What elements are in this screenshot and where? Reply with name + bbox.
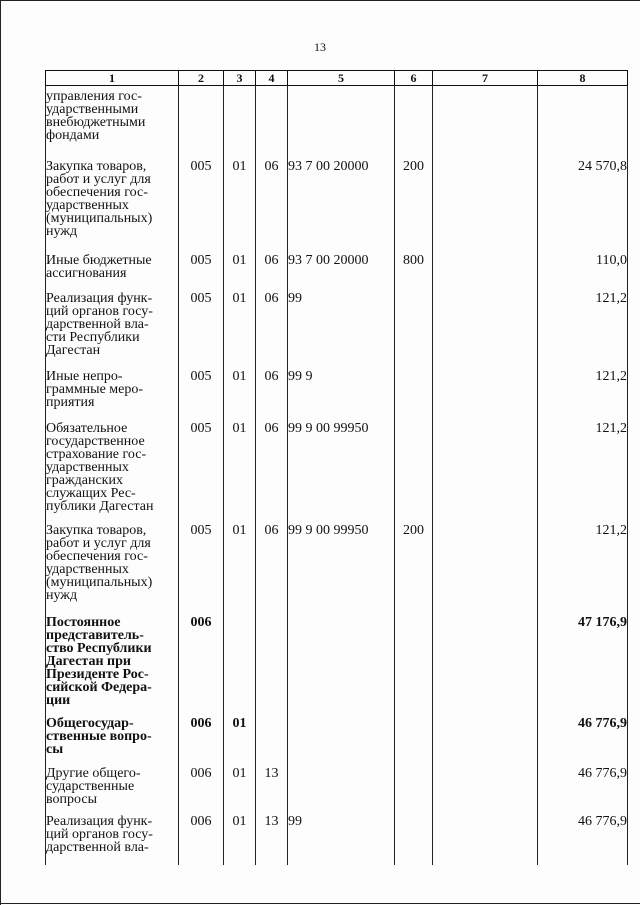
row-name-text: Обязательное государственное страхование гос- ударственных гражданских служащих Рес- публики Дагестан (46, 420, 154, 514)
page-bottom-edge (0, 903, 640, 904)
row-expense-type-cell (395, 362, 433, 414)
row-admin-code-cell: 005 (179, 152, 224, 246)
row-admin-code-cell: 006 (179, 759, 224, 807)
row-amount-cell: 46 776,9 (538, 807, 628, 865)
row-admin-code-cell: 005 (179, 246, 224, 284)
row-admin-code-cell (179, 86, 224, 152)
row-section-cell: 01 (224, 759, 256, 807)
row-name-text: Постоянное представитель- ство Республики Дагестан при Президенте Рос- сийской Федера- ции (46, 614, 152, 708)
row-admin-code-cell: 005 (179, 516, 224, 608)
row-section-cell: 01 (224, 362, 256, 414)
table-row (46, 516, 628, 608)
column-header: 1 (46, 71, 179, 86)
row-subsection-cell: 06 (256, 362, 288, 414)
row-name-cell (46, 759, 179, 807)
table-header-row (46, 71, 628, 86)
row-admin-code-cell: 006 (179, 807, 224, 865)
row-section-cell: 01 (224, 807, 256, 865)
row-column7-cell (433, 246, 538, 284)
row-admin-code-cell: 005 (179, 284, 224, 362)
row-name-cell (46, 152, 179, 246)
row-column7-cell (433, 362, 538, 414)
row-name-text: Реализация функ- ций органов госу- дарственной вла- сти Республики Дагестан (46, 290, 153, 358)
table-row (46, 284, 628, 362)
row-section-cell: 01 (224, 516, 256, 608)
row-expense-type-cell: 200 (395, 152, 433, 246)
row-target-article-cell (288, 86, 395, 152)
row-name-text: Общегосудар- ственные вопро- сы (46, 715, 152, 757)
row-target-article-cell (288, 759, 395, 807)
row-target-article-cell (288, 709, 395, 759)
row-name-text: управления гос- ударственными внебюджетными фондами (46, 89, 146, 143)
row-subsection-cell: 13 (256, 759, 288, 807)
row-amount-cell: 121,2 (538, 362, 628, 414)
row-amount-cell: 24 570,8 (538, 152, 628, 246)
row-name-text: Иные непро- граммные меро- приятия (46, 368, 144, 410)
page-top-edge (0, 0, 640, 1)
row-section-cell: 01 (224, 284, 256, 362)
row-name-cell (46, 414, 179, 516)
table-row (46, 608, 628, 709)
row-amount-cell: 121,2 (538, 414, 628, 516)
row-section-cell: 01 (224, 414, 256, 516)
row-name-cell (46, 807, 179, 865)
row-expense-type-cell (395, 284, 433, 362)
row-column7-cell (433, 86, 538, 152)
row-target-article-cell: 93 7 00 20000 (288, 246, 395, 284)
row-subsection-cell: 13 (256, 807, 288, 865)
row-column7-cell (433, 709, 538, 759)
row-name-text: Реализация функ- ций органов госу- дарственной вла- (46, 813, 153, 855)
row-expense-type-cell (395, 807, 433, 865)
table-row (46, 759, 628, 807)
row-section-cell: 01 (224, 152, 256, 246)
row-name-cell (46, 516, 179, 608)
row-section-cell: 01 (224, 246, 256, 284)
row-name-text: Иные бюджетные ассигнования (46, 252, 152, 281)
column-header: 3 (224, 71, 256, 86)
row-expense-type-cell (395, 608, 433, 709)
row-name-text: Другие общего- сударственные вопросы (46, 765, 141, 807)
budget-table (45, 70, 628, 865)
row-section-cell (224, 608, 256, 709)
row-amount-cell: 110,0 (538, 246, 628, 284)
row-name-cell (46, 608, 179, 709)
row-target-article-cell: 99 (288, 284, 395, 362)
row-column7-cell (433, 807, 538, 865)
page-number: 13 (314, 40, 326, 54)
row-name-cell (46, 362, 179, 414)
row-name-cell (46, 284, 179, 362)
row-name-cell (46, 246, 179, 284)
table-row (46, 362, 628, 414)
row-name-text: Закупка товаров, работ и услуг для обеспечения гос- ударственных (муниципальных) нужд (46, 158, 153, 239)
column-header: 8 (538, 71, 628, 86)
row-amount-cell: 47 176,9 (538, 608, 628, 709)
row-subsection-cell: 06 (256, 414, 288, 516)
column-header: 4 (256, 71, 288, 86)
row-admin-code-cell: 005 (179, 414, 224, 516)
row-amount-cell: 46 776,9 (538, 709, 628, 759)
row-column7-cell (433, 284, 538, 362)
row-subsection-cell (256, 86, 288, 152)
row-target-article-cell (288, 608, 395, 709)
row-column7-cell (433, 414, 538, 516)
column-header: 6 (395, 71, 433, 86)
row-amount-cell: 121,2 (538, 516, 628, 608)
table-row (46, 709, 628, 759)
table-row (46, 807, 628, 865)
table-row (46, 414, 628, 516)
row-target-article-cell: 99 9 00 99950 (288, 414, 395, 516)
row-subsection-cell: 06 (256, 152, 288, 246)
row-amount-cell: 121,2 (538, 284, 628, 362)
row-name-cell (46, 709, 179, 759)
row-column7-cell (433, 152, 538, 246)
row-column7-cell (433, 516, 538, 608)
row-expense-type-cell (395, 86, 433, 152)
row-section-cell: 01 (224, 709, 256, 759)
row-admin-code-cell: 006 (179, 709, 224, 759)
table-row (46, 152, 628, 246)
row-target-article-cell: 99 (288, 807, 395, 865)
row-target-article-cell: 99 9 (288, 362, 395, 414)
row-section-cell (224, 86, 256, 152)
row-subsection-cell: 06 (256, 516, 288, 608)
row-target-article-cell: 93 7 00 20000 (288, 152, 395, 246)
row-expense-type-cell (395, 759, 433, 807)
row-expense-type-cell: 200 (395, 516, 433, 608)
row-target-article-cell: 99 9 00 99950 (288, 516, 395, 608)
row-subsection-cell (256, 709, 288, 759)
row-name-cell (46, 86, 179, 152)
row-expense-type-cell (395, 414, 433, 516)
column-header: 5 (288, 71, 395, 86)
row-amount-cell (538, 86, 628, 152)
table-row (46, 86, 628, 152)
row-column7-cell (433, 759, 538, 807)
row-name-text: Закупка товаров, работ и услуг для обеспечения гос- ударственных (муниципальных) нужд (46, 522, 153, 603)
row-subsection-cell: 06 (256, 284, 288, 362)
row-subsection-cell: 06 (256, 246, 288, 284)
row-expense-type-cell (395, 709, 433, 759)
column-header: 7 (433, 71, 538, 86)
row-admin-code-cell: 006 (179, 608, 224, 709)
row-expense-type-cell: 800 (395, 246, 433, 284)
table-row (46, 246, 628, 284)
row-admin-code-cell: 005 (179, 362, 224, 414)
row-subsection-cell (256, 608, 288, 709)
table-body (46, 86, 628, 865)
row-column7-cell (433, 608, 538, 709)
row-amount-cell: 46 776,9 (538, 759, 628, 807)
page-left-edge (0, 0, 1, 905)
column-header: 2 (179, 71, 224, 86)
